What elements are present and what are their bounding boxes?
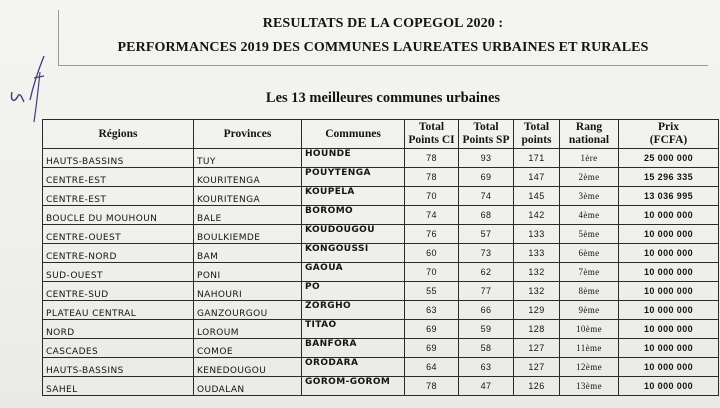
cell-province: LOROUM (194, 320, 302, 339)
cell-province: KOURITENGA (194, 168, 302, 187)
cell-rang-national: 3ème (560, 187, 619, 206)
cell-prix: 15 296 335 (619, 168, 719, 187)
cell-rang-national: 4ème (560, 206, 619, 225)
cell-total-points-ci: 78 (405, 149, 459, 168)
cell-prix: 10 000 000 (619, 206, 719, 225)
header-provinces: Provinces (194, 120, 302, 149)
document-heading: PERFORMANCES 2019 DES COMMUNES LAUREATES URBAINES ET RURALES (117, 40, 649, 55)
table-row (43, 206, 719, 225)
cell-prix: 10 000 000 (619, 320, 719, 339)
table-row (43, 358, 719, 377)
cell-prix: 10 000 000 (619, 377, 719, 396)
cell-province: KENEDOUGOU (194, 358, 302, 377)
cell-region: CENTRE-NORD (43, 244, 194, 263)
cell-total-points-sp: 74 (459, 187, 514, 206)
cell-prix: 10 000 000 (619, 282, 719, 301)
table-row (43, 377, 719, 396)
cell-total-points-ci: 74 (405, 206, 459, 225)
cell-commune: KONGOUSSI (302, 244, 405, 263)
cell-total-points-ci: 69 (405, 339, 459, 358)
table-row (43, 320, 719, 339)
cell-prix: 13 036 995 (619, 187, 719, 206)
cell-rang-national: 9ème (560, 301, 619, 320)
cell-rang-national: 8ème (560, 282, 619, 301)
cell-total-points: 126 (514, 377, 560, 396)
table-row (43, 339, 719, 358)
cell-total-points-sp: 47 (459, 377, 514, 396)
header-communes: Communes (302, 120, 405, 149)
cell-province: GANZOURGOU (194, 301, 302, 320)
cell-prix: 10 000 000 (619, 244, 719, 263)
table-header-row (43, 120, 719, 149)
cell-region: HAUTS-BASSINS (43, 358, 194, 377)
cell-total-points: 142 (514, 206, 560, 225)
cell-region: PLATEAU CENTRAL (43, 301, 194, 320)
cell-commune: TITAO (302, 320, 405, 339)
table-row (43, 225, 719, 244)
cell-prix: 10 000 000 (619, 225, 719, 244)
cell-province: NAHOURI (194, 282, 302, 301)
cell-total-points-ci: 78 (405, 168, 459, 187)
document-title: RESULTATS DE LA COPEGOL 2020 : (262, 16, 504, 31)
cell-prix: 10 000 000 (619, 339, 719, 358)
cell-prix: 10 000 000 (619, 301, 719, 320)
cell-total-points-ci: 69 (405, 320, 459, 339)
cell-total-points: 171 (514, 149, 560, 168)
cell-prix: 25 000 000 (619, 149, 719, 168)
table-row (43, 187, 719, 206)
table-row (43, 168, 719, 187)
cell-region: CASCADES (43, 339, 194, 358)
cell-province: PONI (194, 263, 302, 282)
cell-region: BOUCLE DU MOUHOUN (43, 206, 194, 225)
cell-total-points-sp: 63 (459, 358, 514, 377)
table-row (43, 244, 719, 263)
cell-rang-national: 10ème (560, 320, 619, 339)
cell-province: BOULKIEMDE (194, 225, 302, 244)
cell-total-points: 127 (514, 339, 560, 358)
cell-total-points: 132 (514, 282, 560, 301)
cell-commune: KOUDOUGOU (302, 225, 405, 244)
cell-total-points: 133 (514, 244, 560, 263)
cell-rang-national: 12ème (560, 358, 619, 377)
cell-commune: BANFORA (302, 339, 405, 358)
header-prix: Prix (FCFA) (619, 120, 719, 149)
cell-total-points: 145 (514, 187, 560, 206)
cell-region: SUD-OUEST (43, 263, 194, 282)
results-table (42, 119, 719, 396)
cell-rang-national: 11ème (560, 339, 619, 358)
cell-total-points-sp: 66 (459, 301, 514, 320)
cell-region: CENTRE-SUD (43, 282, 194, 301)
table-row (43, 149, 719, 168)
cell-total-points: 132 (514, 263, 560, 282)
cell-region: NORD (43, 320, 194, 339)
cell-province: KOURITENGA (194, 187, 302, 206)
cell-region: CENTRE-EST (43, 187, 194, 206)
cell-commune: ORODARA (302, 358, 405, 377)
header-total-points-sp: Total Points SP (459, 120, 514, 149)
cell-prix: 10 000 000 (619, 358, 719, 377)
cell-rang-national: 13ème (560, 377, 619, 396)
cell-region: SAHEL (43, 377, 194, 396)
cell-commune: HOUNDE (302, 149, 405, 168)
cell-total-points-ci: 76 (405, 225, 459, 244)
cell-total-points: 128 (514, 320, 560, 339)
table-row (43, 301, 719, 320)
cell-commune: ZORGHO (302, 301, 405, 320)
cell-total-points-ci: 63 (405, 301, 459, 320)
cell-province: TUY (194, 149, 302, 168)
cell-total-points-sp: 93 (459, 149, 514, 168)
cell-total-points-ci: 70 (405, 187, 459, 206)
cell-total-points: 133 (514, 225, 560, 244)
cell-commune: POUYTENGA (302, 168, 405, 187)
header-total-points-ci: Total Points CI (405, 120, 459, 149)
cell-total-points: 129 (514, 301, 560, 320)
cell-commune: PO (302, 282, 405, 301)
cell-commune: KOUPELA (302, 187, 405, 206)
cell-province: COMOE (194, 339, 302, 358)
header-rang-national: Rang national (560, 120, 619, 149)
header-total-points: Total points (514, 120, 560, 149)
cell-total-points-sp: 58 (459, 339, 514, 358)
cell-total-points-sp: 68 (459, 206, 514, 225)
cell-total-points: 127 (514, 358, 560, 377)
table-row (43, 263, 719, 282)
cell-commune: GAOUA (302, 263, 405, 282)
cell-region: CENTRE-EST (43, 168, 194, 187)
cell-total-points-sp: 73 (459, 244, 514, 263)
table-subtitle: Les 13 meilleures communes urbaines (265, 90, 501, 106)
cell-rang-national: 6ème (560, 244, 619, 263)
cell-province: OUDALAN (194, 377, 302, 396)
cell-commune: GOROM-GOROM (302, 377, 405, 396)
cell-commune: BOROMO (302, 206, 405, 225)
cell-province: BALE (194, 206, 302, 225)
cell-total-points-sp: 62 (459, 263, 514, 282)
cell-rang-national: 7ème (560, 263, 619, 282)
cell-total-points-ci: 70 (405, 263, 459, 282)
cell-region: HAUTS-BASSINS (43, 149, 194, 168)
table-row (43, 282, 719, 301)
header-regions: Régions (43, 120, 194, 149)
cell-total-points-sp: 57 (459, 225, 514, 244)
cell-prix: 10 000 000 (619, 263, 719, 282)
cell-rang-national: 5ème (560, 225, 619, 244)
cell-rang-national: 1ère (560, 149, 619, 168)
cell-total-points-ci: 64 (405, 358, 459, 377)
cell-total-points-sp: 69 (459, 168, 514, 187)
cell-total-points-sp: 59 (459, 320, 514, 339)
cell-total-points: 147 (514, 168, 560, 187)
cell-total-points-ci: 55 (405, 282, 459, 301)
cell-province: BAM (194, 244, 302, 263)
cell-region: CENTRE-OUEST (43, 225, 194, 244)
cell-total-points-ci: 60 (405, 244, 459, 263)
cell-rang-national: 2ème (560, 168, 619, 187)
cell-total-points-sp: 77 (459, 282, 514, 301)
cell-total-points-ci: 78 (405, 377, 459, 396)
